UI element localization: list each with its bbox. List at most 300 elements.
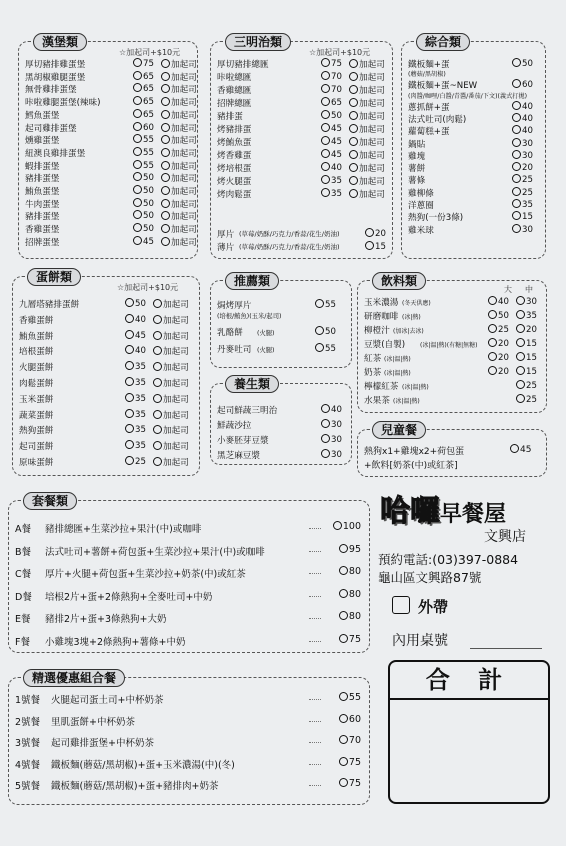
- order-circle-icon: [321, 149, 330, 158]
- combo-meal-row[interactable]: [9, 778, 369, 792]
- menu-item-row[interactable]: [408, 101, 544, 112]
- item-name: 厚片: [217, 230, 235, 240]
- item-name: 蔬菜蛋餅: [19, 410, 54, 421]
- item-price[interactable]: [512, 79, 533, 90]
- order-circle-icon: [516, 380, 525, 389]
- kids-meal-price[interactable]: [510, 444, 531, 455]
- item-price[interactable]: [321, 84, 342, 95]
- item-price[interactable]: [125, 298, 146, 309]
- menu-item-row[interactable]: [217, 58, 398, 69]
- item-price[interactable]: [125, 377, 146, 388]
- order-circle-icon: [161, 97, 170, 106]
- drink-row[interactable]: [364, 352, 544, 363]
- item-name: 肉鬆蛋餅: [19, 379, 54, 389]
- menu-item-row[interactable]: [217, 419, 357, 430]
- menu-item-row[interactable]: [408, 224, 544, 235]
- menu-item-row[interactable]: [25, 185, 203, 196]
- price-value: 20: [498, 353, 509, 363]
- meal-description: 鐵板麵(蘑菇/黑胡椒)+蛋+豬排肉+奶茶: [51, 781, 219, 793]
- item-price[interactable]: [125, 424, 146, 435]
- cheese-addon-note: ☆加起司+$10元: [119, 48, 181, 57]
- order-circle-icon: [133, 83, 142, 92]
- cheese-addon-option[interactable]: [349, 58, 385, 70]
- order-circle-icon: [125, 456, 134, 465]
- item-price[interactable]: [125, 393, 146, 404]
- menu-item-row[interactable]: [408, 113, 544, 124]
- menu-item-row[interactable]: [217, 84, 398, 95]
- drink-row[interactable]: [364, 380, 544, 391]
- item-price[interactable]: [512, 125, 533, 136]
- order-circle-icon: [339, 544, 348, 553]
- item-name: 玉米蛋餅: [19, 394, 54, 405]
- item-price[interactable]: [339, 692, 361, 703]
- price-value: 30: [526, 297, 537, 307]
- item-price[interactable]: [339, 735, 361, 746]
- meal-label: 1號餐: [15, 695, 41, 706]
- menu-item-row[interactable]: [217, 97, 398, 108]
- item-price[interactable]: [133, 198, 154, 209]
- menu-item-row[interactable]: [408, 199, 544, 210]
- menu-item-row[interactable]: [217, 149, 398, 160]
- addon-label: 加起司: [359, 112, 385, 122]
- item-price[interactable]: [321, 175, 342, 186]
- menu-item-row[interactable]: [25, 223, 203, 234]
- menu-item-row[interactable]: [25, 134, 203, 145]
- item-price[interactable]: [321, 419, 342, 430]
- meal-label: 2號餐: [15, 716, 41, 728]
- addon-label: 加起司: [171, 212, 197, 223]
- price-value: 65: [331, 98, 342, 108]
- menu-item-row[interactable]: [217, 123, 398, 134]
- order-circle-icon: [153, 457, 162, 466]
- item-price[interactable]: [321, 71, 342, 82]
- cheese-addon-option[interactable]: [161, 147, 197, 159]
- item-price[interactable]: [125, 440, 146, 451]
- price-value: 40: [522, 113, 533, 124]
- menu-item-row[interactable]: [408, 174, 544, 185]
- menu-item-row[interactable]: [25, 236, 203, 247]
- drink-row[interactable]: [364, 366, 544, 377]
- cheese-addon-option[interactable]: [349, 97, 385, 109]
- item-price[interactable]: [516, 366, 537, 377]
- item-name: 薯條: [408, 176, 426, 187]
- item-name: 烤香雞蛋: [217, 151, 252, 161]
- menu-item-row[interactable]: [25, 71, 203, 82]
- order-circle-icon: [161, 173, 170, 182]
- menu-item-row[interactable]: [408, 150, 544, 161]
- item-price[interactable]: [321, 188, 342, 199]
- item-price[interactable]: [488, 324, 509, 335]
- menu-item-row[interactable]: [217, 175, 398, 186]
- price-value: 15: [526, 353, 537, 363]
- item-price[interactable]: [321, 123, 342, 134]
- meal-description: 厚片+火腿+荷包蛋+生菜沙拉+奶茶(中)或紅茶: [45, 569, 246, 580]
- combo-meal-row[interactable]: [9, 611, 369, 625]
- menu-item-row[interactable]: [19, 377, 205, 388]
- price-value: 35: [135, 362, 146, 373]
- menu-item-row[interactable]: [217, 434, 357, 445]
- cheese-addon-option[interactable]: [349, 110, 385, 122]
- menu-item-row[interactable]: [19, 298, 205, 309]
- menu-item-row[interactable]: [25, 122, 203, 133]
- cheese-addon-option[interactable]: [161, 172, 197, 184]
- thin-toast-row[interactable]: [217, 241, 393, 252]
- item-price[interactable]: [133, 210, 154, 221]
- item-price[interactable]: [512, 113, 533, 124]
- item-price[interactable]: [321, 404, 342, 415]
- item-name: 起司蛋餅: [19, 442, 54, 453]
- cheese-addon-option[interactable]: [349, 175, 385, 187]
- menu-item-row[interactable]: [25, 147, 203, 158]
- item-price[interactable]: [488, 338, 509, 349]
- order-circle-icon: [161, 110, 170, 119]
- cheese-addon-option[interactable]: [161, 71, 197, 83]
- item-options: (肉醬/咖哩/白醬/青醬/番茄/下文)(義式打拋): [408, 92, 528, 100]
- cheese-addon-option[interactable]: [161, 58, 197, 70]
- combo-meal-row[interactable]: [9, 692, 369, 706]
- drink-row[interactable]: [364, 296, 544, 307]
- order-circle-icon: [125, 314, 134, 323]
- item-price[interactable]: [125, 345, 146, 356]
- item-price[interactable]: [133, 71, 154, 82]
- item-price[interactable]: [321, 58, 342, 69]
- menu-item-row[interactable]: [19, 456, 205, 467]
- menu-item-row[interactable]: [217, 110, 398, 121]
- price-value: 75: [348, 756, 361, 768]
- cheese-addon-option[interactable]: [153, 314, 189, 326]
- recommend-section: [210, 274, 352, 368]
- order-circle-icon: [321, 58, 330, 67]
- menu-item-row[interactable]: [25, 58, 203, 69]
- menu-item-row[interactable]: [217, 326, 351, 337]
- item-price[interactable]: [488, 310, 509, 321]
- price-value: 25: [135, 457, 146, 467]
- item-price[interactable]: [321, 110, 342, 121]
- item-price[interactable]: [339, 566, 361, 577]
- item-price[interactable]: [516, 380, 537, 391]
- menu-item-row[interactable]: [25, 160, 203, 171]
- order-circle-icon: [321, 136, 330, 145]
- drink-row[interactable]: [364, 394, 544, 405]
- price-value: 55: [348, 692, 361, 703]
- order-circle-icon: [516, 324, 525, 333]
- cheese-addon-option[interactable]: [161, 122, 197, 134]
- cheese-addon-option[interactable]: [153, 330, 189, 342]
- order-circle-icon: [516, 296, 525, 305]
- menu-item-row[interactable]: [217, 299, 351, 320]
- item-price[interactable]: [133, 160, 154, 171]
- menu-item-row[interactable]: [19, 330, 205, 341]
- takeout-checkbox[interactable]: [392, 596, 410, 614]
- price-value: 75: [348, 778, 361, 790]
- cheese-addon-option[interactable]: [161, 185, 197, 197]
- addon-label: 加起司: [163, 426, 189, 437]
- item-price[interactable]: [365, 241, 386, 252]
- cheese-addon-option[interactable]: [349, 84, 385, 96]
- item-price[interactable]: [125, 361, 146, 372]
- item-price[interactable]: [516, 338, 537, 349]
- item-price[interactable]: [488, 352, 509, 363]
- cheese-addon-option[interactable]: [153, 440, 189, 452]
- item-name: 薄片: [217, 243, 235, 253]
- price-value: 80: [348, 611, 361, 622]
- combo-meal-row[interactable]: [9, 714, 369, 728]
- egg-section-title: 蛋餅類: [27, 268, 81, 286]
- menu-item-row[interactable]: [217, 71, 398, 82]
- item-price[interactable]: [365, 228, 386, 239]
- item-price[interactable]: [125, 330, 146, 341]
- cheese-addon-option[interactable]: [349, 149, 385, 161]
- cheese-addon-option[interactable]: [349, 136, 385, 148]
- item-name: 熱狗蛋餅: [19, 426, 54, 437]
- thick-toast-row[interactable]: [217, 228, 393, 239]
- item-price[interactable]: [512, 101, 533, 112]
- order-circle-icon: [321, 84, 330, 93]
- cheese-addon-option[interactable]: [153, 409, 189, 421]
- price-value: 35: [526, 311, 537, 321]
- menu-item-row[interactable]: [19, 440, 205, 451]
- menu-item-row[interactable]: [19, 314, 205, 325]
- item-price[interactable]: [133, 109, 154, 120]
- cheese-addon-option[interactable]: [161, 83, 197, 95]
- item-price[interactable]: [512, 199, 533, 210]
- cheese-addon-option[interactable]: [161, 210, 197, 222]
- meal-description: 鐵板麵(蘑菇/黑胡椒)+蛋+玉米濃湯(中)(冬): [51, 759, 235, 771]
- cheese-addon-option[interactable]: [349, 188, 385, 200]
- order-circle-icon: [349, 176, 358, 185]
- menu-item-row[interactable]: [217, 162, 398, 173]
- item-price[interactable]: [321, 136, 342, 147]
- item-price[interactable]: [516, 394, 537, 405]
- item-price[interactable]: [133, 134, 154, 145]
- menu-item-row[interactable]: [25, 96, 203, 107]
- item-price[interactable]: [488, 296, 509, 307]
- combo-meal-row[interactable]: [9, 757, 369, 771]
- price-value: 55: [325, 344, 336, 354]
- menu-item-row[interactable]: [25, 210, 203, 221]
- addon-label: 加起司: [163, 347, 189, 358]
- menu-item-row[interactable]: [408, 162, 544, 173]
- menu-item-row[interactable]: [25, 198, 203, 209]
- price-value: 30: [331, 435, 342, 445]
- item-price[interactable]: [133, 147, 154, 158]
- item-name: 洋蔥圈: [408, 201, 434, 211]
- cheese-addon-option[interactable]: [153, 393, 189, 405]
- item-price[interactable]: [512, 58, 533, 69]
- addon-label: 加起司: [171, 148, 197, 159]
- cheese-addon-option[interactable]: [161, 134, 197, 146]
- cheese-addon-option[interactable]: [161, 109, 197, 121]
- addon-label: 加起司: [163, 394, 189, 405]
- order-circle-icon: [153, 346, 162, 355]
- cheese-addon-option[interactable]: [161, 96, 197, 108]
- item-price[interactable]: [339, 714, 361, 725]
- cheese-addon-option[interactable]: [161, 236, 197, 248]
- cheese-addon-option[interactable]: [153, 361, 189, 373]
- cheese-addon-option[interactable]: [153, 377, 189, 389]
- dine-in-table-number-line[interactable]: [470, 648, 542, 649]
- item-price[interactable]: [125, 456, 146, 467]
- item-price[interactable]: [315, 299, 336, 310]
- item-price[interactable]: [512, 162, 533, 173]
- item-options: (培根/鮪魚)(玉米/起司): [217, 313, 282, 320]
- drink-row[interactable]: [364, 338, 544, 349]
- combo-meal-row[interactable]: [9, 521, 369, 535]
- item-price[interactable]: [321, 162, 342, 173]
- item-name: 咔啦雞腿蛋堡(辣味): [25, 98, 101, 109]
- item-price[interactable]: [321, 97, 342, 108]
- item-price[interactable]: [315, 343, 336, 354]
- item-price[interactable]: [133, 236, 154, 247]
- item-price[interactable]: [315, 326, 336, 337]
- item-price[interactable]: [133, 223, 154, 234]
- item-name: 奶茶: [364, 368, 382, 378]
- addon-label: 加起司: [171, 123, 197, 134]
- menu-item-row[interactable]: [19, 361, 205, 372]
- item-name: 烤豬排蛋: [217, 125, 252, 135]
- item-price[interactable]: [516, 324, 537, 335]
- item-price[interactable]: [516, 352, 537, 363]
- cheese-addon-option[interactable]: [153, 345, 189, 357]
- item-name: 鮪魚蛋餅: [19, 331, 54, 342]
- store-branch: 文興店: [484, 529, 526, 545]
- kids-meal-line-1: 熱狗x1+雞塊x2+荷包蛋: [364, 447, 465, 457]
- item-price[interactable]: [512, 150, 533, 161]
- total-header: [390, 662, 548, 700]
- price-value: 75: [348, 633, 361, 645]
- price-value: 45: [331, 150, 342, 160]
- price-value: 50: [143, 198, 154, 209]
- addon-label: 加起司: [163, 315, 189, 326]
- item-name: 培根蛋餅: [19, 347, 54, 358]
- item-price[interactable]: [512, 211, 533, 222]
- menu-item-row[interactable]: [408, 138, 544, 149]
- order-circle-icon: [349, 150, 358, 159]
- item-price[interactable]: [339, 634, 361, 645]
- recommend-section-title: 推薦類: [225, 272, 279, 290]
- item-price[interactable]: [339, 757, 361, 768]
- menu-item-row[interactable]: [408, 79, 544, 90]
- order-circle-icon: [488, 296, 497, 305]
- item-price[interactable]: [512, 224, 533, 235]
- item-name: 鍋貼: [408, 139, 426, 150]
- order-circle-icon: [321, 71, 330, 80]
- drink-row[interactable]: [364, 310, 544, 321]
- menu-item-row[interactable]: [217, 404, 357, 415]
- price-value: 50: [143, 173, 154, 184]
- item-price[interactable]: [333, 521, 361, 532]
- item-name: 焗烤厚片: [217, 301, 252, 311]
- item-price[interactable]: [133, 122, 154, 133]
- item-price[interactable]: [321, 149, 342, 160]
- item-options: (冰|溫|熱)(有糖|無糖): [420, 342, 478, 349]
- item-price[interactable]: [125, 314, 146, 325]
- item-price[interactable]: [125, 409, 146, 420]
- order-circle-icon: [133, 223, 142, 232]
- item-options: (冰|溫|熱): [384, 370, 411, 377]
- cheese-addon-option[interactable]: [153, 424, 189, 436]
- combo-meal-row[interactable]: [9, 735, 369, 749]
- cheese-addon-option[interactable]: [161, 198, 197, 210]
- item-price[interactable]: [321, 434, 342, 445]
- menu-item-row[interactable]: [19, 393, 205, 404]
- cheese-addon-option[interactable]: [349, 123, 385, 135]
- cheese-addon-option[interactable]: [161, 223, 197, 235]
- menu-item-row[interactable]: [408, 58, 544, 69]
- menu-item-row[interactable]: [25, 83, 203, 94]
- combo-meal-row[interactable]: [9, 634, 369, 648]
- item-name: 咔啦總匯: [217, 73, 252, 83]
- item-price[interactable]: [512, 138, 533, 149]
- item-price[interactable]: [512, 174, 533, 185]
- menu-item-row[interactable]: [217, 188, 398, 199]
- item-price[interactable]: [133, 172, 154, 183]
- cheese-addon-option[interactable]: [153, 456, 189, 468]
- order-circle-icon: [125, 361, 134, 370]
- price-value: 40: [522, 126, 533, 137]
- meal-description: 火腿起司蛋土司+中杯奶茶: [51, 695, 164, 706]
- menu-item-row[interactable]: [217, 343, 351, 354]
- item-price[interactable]: [516, 296, 537, 307]
- item-price[interactable]: [339, 544, 361, 555]
- kids-section-title: 兒童餐: [372, 421, 426, 439]
- cheese-addon-option[interactable]: [153, 298, 189, 310]
- menu-item-row[interactable]: [25, 109, 203, 120]
- drink-row[interactable]: [364, 324, 544, 335]
- price-value: 20: [522, 163, 533, 174]
- item-price[interactable]: [321, 449, 342, 460]
- combo-meal-row[interactable]: [9, 566, 369, 580]
- menu-item-row[interactable]: [19, 409, 205, 420]
- cheese-addon-option[interactable]: [349, 162, 385, 174]
- menu-item-row[interactable]: [408, 187, 544, 198]
- menu-item-row[interactable]: [19, 345, 205, 356]
- total-box[interactable]: [388, 660, 550, 804]
- item-options: (冬天供應): [402, 300, 431, 307]
- order-circle-icon: [512, 224, 521, 233]
- cheese-addon-note: ☆加起司+$10元: [117, 283, 179, 292]
- addon-label: 加起司: [163, 442, 189, 453]
- order-circle-icon: [349, 163, 358, 172]
- menu-item-row[interactable]: [217, 136, 398, 147]
- item-price[interactable]: [133, 58, 154, 69]
- item-name: 豬排蛋堡: [25, 212, 60, 223]
- addon-label: 加起司: [171, 85, 197, 96]
- cheese-addon-option[interactable]: [161, 160, 197, 172]
- item-price[interactable]: [339, 589, 361, 600]
- item-price[interactable]: [133, 83, 154, 94]
- combo-meal-row[interactable]: [9, 589, 369, 603]
- menu-item-row[interactable]: [408, 211, 544, 222]
- item-name: 烤鮪魚蛋: [217, 138, 252, 148]
- item-price[interactable]: [133, 96, 154, 107]
- menu-item-row[interactable]: [217, 449, 357, 460]
- cheese-addon-option[interactable]: [349, 71, 385, 83]
- item-price[interactable]: [339, 778, 361, 789]
- item-price[interactable]: [339, 611, 361, 622]
- addon-label: 加起司: [359, 86, 385, 96]
- item-price[interactable]: [133, 185, 154, 196]
- item-price[interactable]: [512, 187, 533, 198]
- menu-item-row[interactable]: [408, 125, 544, 136]
- item-price[interactable]: [516, 310, 537, 321]
- item-price[interactable]: [488, 366, 509, 377]
- order-circle-icon: [125, 298, 134, 307]
- menu-item-row[interactable]: [25, 172, 203, 183]
- combo-meal-row[interactable]: [9, 544, 369, 558]
- menu-item-row[interactable]: [19, 424, 205, 435]
- order-circle-icon: [516, 352, 525, 361]
